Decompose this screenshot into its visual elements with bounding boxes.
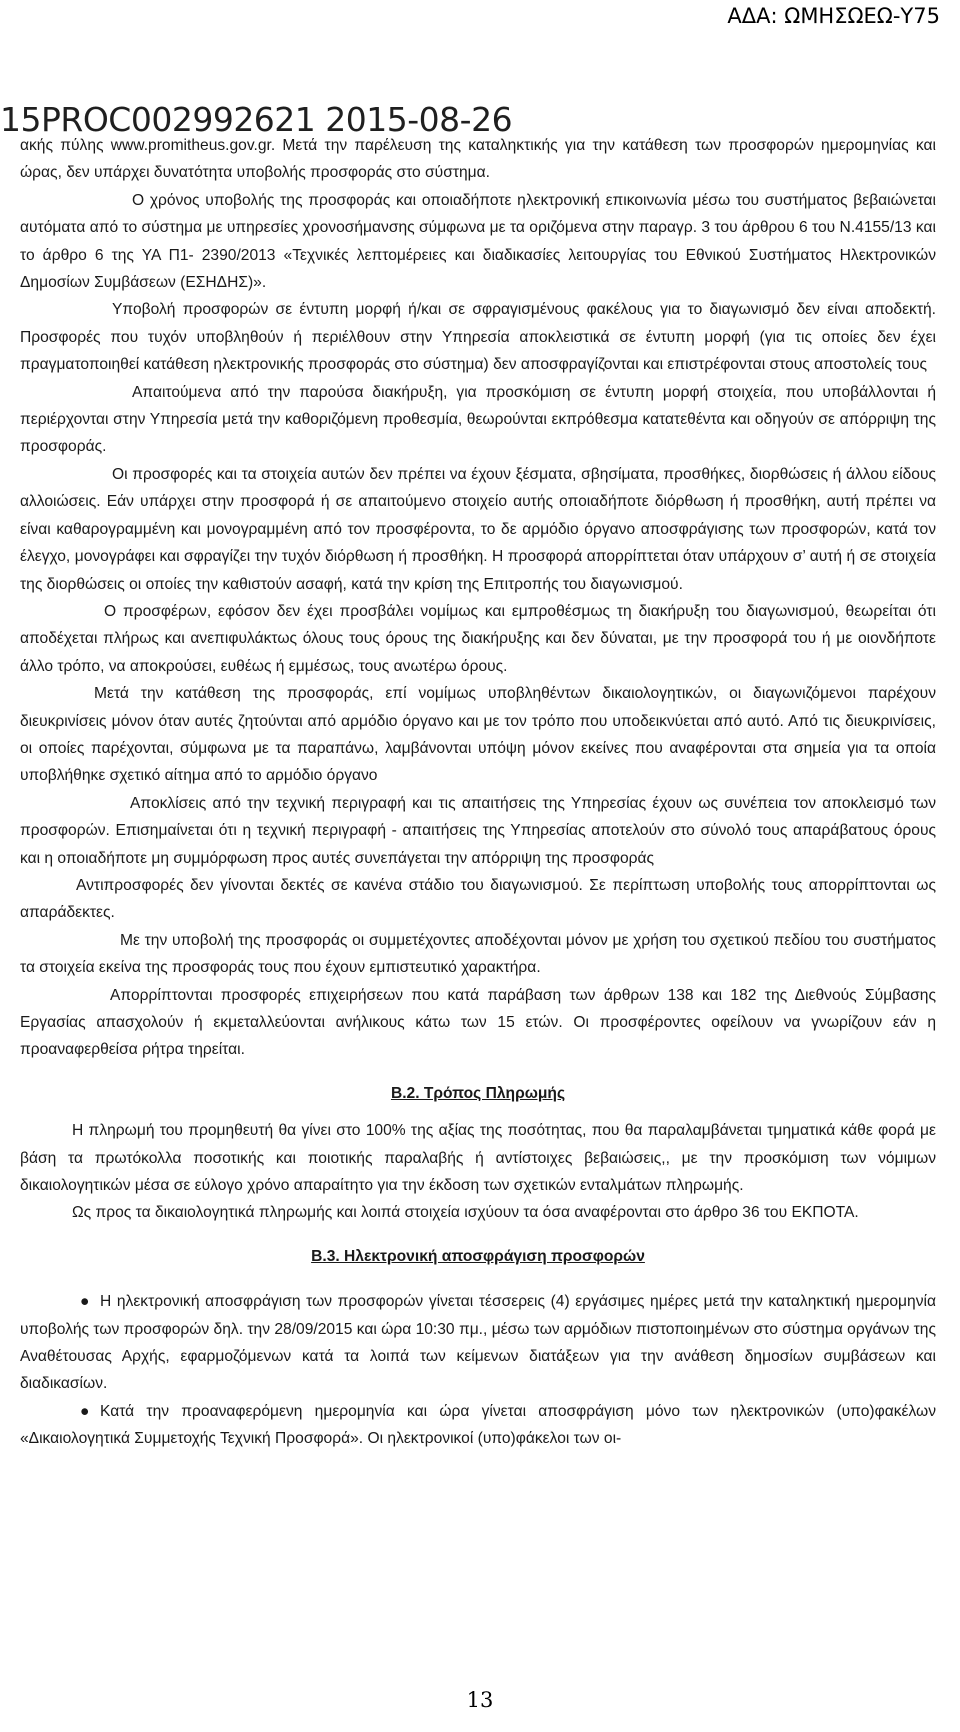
paragraph: Ο προσφέρων, εφόσον δεν έχει προσβάλει νομίμως και εμπροθέσμως τη διακήρυξη του διαγωνισμού, θεωρείται ότι αποδέχεται πλήρως και ανεπιφυλάκτως όλους τους όρους της διακήρυξης και δεν δύναται, με την προσφορά του ή με οιονδήποτε άλλο τρόπο, να αποκρούσει, ευθέως ή εμμέσως, τους ανωτέρω όρους. xyxy=(20,602,936,675)
bullet-icon: ● xyxy=(80,1402,90,1420)
ada-code: ΑΔΑ: ΩΜΗΣΩΕΩ-Υ75 xyxy=(727,4,940,28)
section-heading-b3: Β.3. Ηλεκτρονική αποσφράγιση προσφορών xyxy=(311,1247,645,1265)
paragraph: Η πληρωμή του προμηθευτή θα γίνει στο 100% της αξίας της ποσότητας, που θα παραλαμβάνεται τμηματικά κάθε φορά με βάση τα πρωτόκολλα ποσοτικής και ποιοτικής παραλαβής ή αντίστοιχες βεβαιώσεις,, με την προσκόμιση των νόμιμων δικαιολογητικών μέσα σε εύλογο χρόνο απαραίτητο για την έκδοση των σχετικών ενταλμάτων πληρωμής. xyxy=(20,1122,936,1195)
paragraph: ακής πύλης www.promitheus.gov.gr. Μετά την παρέλευση της καταληκτικής για την κατάθεση των προσφορών ημερομηνίας και ώρας, δεν υπάρχει δυνατότητα υποβολής προσφοράς στο σύστημα. xyxy=(20,137,936,182)
paragraph: Οι προσφορές και τα στοιχεία αυτών δεν πρέπει να έχουν ξέσματα, σβησίματα, προσθήκες, διορθώσεις ή άλλου είδους αλλοιώσεις. Εάν υπάρχει στην προσφορά ή σε απαιτούμενο στοιχείο αυτής οποιαδήποτε διόρθωση ή προσθήκη, αυτή πρέπει να είναι καθαρογραμμένη και μονογραμμένη από τον προσφέροντα, το δε αρμόδιο όργανο αποσφράγισης των προσφορών, κατά τον έλεγχο, μονογράφει και σφραγίζει την τυχόν διόρθωση ή προσθήκη. Η προσφορά απορρίπτεται όταν υπάρχουν σ’ αυτή ή σε στοιχεία της διορθώσεις οι οποίες την καθιστούν ασαφή, κατά την κρίση της Επιτροπής του διαγωνισμού. xyxy=(20,465,936,593)
section-heading-b2: Β.2. Τρόπος Πληρωμής xyxy=(390,1084,566,1102)
paragraph: Αποκλίσεις από την τεχνική περιγραφή και τις απαιτήσεις της Υπηρεσίας έχουν ως συνέπεια τον αποκλεισμό των προσφορών. Επισημαίνεται ότι η τεχνική περιγραφή - απαιτήσεις της Υπηρεσίας αποτελούν στο σύνολό τους απαράβατους όρους και η οποιαδήποτε μη συμμόρφωση προς αυτές συνεπάγεται την απόρριψη της προσφοράς xyxy=(20,794,936,867)
bullet-icon: ● xyxy=(80,1293,90,1311)
paragraph: Ως προς τα δικαιολογητικά πληρωμής και λοιπά στοιχεία ισχύουν τα όσα αναφέρονται στο άρθρο 36 του ΕΚΠΟΤΑ. xyxy=(72,1204,859,1222)
paragraph: Ο χρόνος υποβολής της προσφοράς και οποιαδήποτε ηλεκτρονική επικοινωνία μέσω του συστήματος βεβαιώνεται αυτόματα από το σύστημα με υπηρεσίες χρονοσήμανσης σύμφωνα με τα οριζόμενα στην παραγρ. 3 του άρθρου 6 του Ν.4155/13 και το άρθρο 6 της ΥΑ Π1- 2390/2013 «Τεχνικές λεπτομέρειες και διαδικασίες λειτουργίας του Εθνικού Συστήματος Ηλεκτρονικών Δημοσίων Συμβάσεων (ΕΣΗΔΗΣ)». xyxy=(20,191,936,292)
bullet-item xyxy=(20,1398,936,1453)
bullet-text: Η ηλεκτρονική αποσφράγιση των προσφορών γίνεται τέσσερεις (4) εργάσιμες ημέρες μετά την καταληκτική ημερομηνία υποβολής των προσφορών δηλ. την 28/09/2015 και ώρα 10:30 πμ., μέσω των αρμόδιων πιστοποιημένων στο σύστημα οργάνων της Αναθέτουσας Αρχής, εφαρμοζόμενων κατά τα λοιπά των κείμενων διατάξεων για την ανάθεση δημοσίων συμβάσεων και διαδικασίων. xyxy=(20,1293,936,1393)
document-body xyxy=(20,132,936,1453)
paragraph: Με την υποβολή της προσφοράς οι συμμετέχοντες αποδέχονται μόνον με χρήση του σχετικού πεδίου του συστήματος τα στοιχεία εκείνα της προσφοράς τους που έχουν εμπιστευτικό χαρακτήρα. xyxy=(20,931,936,977)
paragraph: Απαιτούμενα από την παρούσα διακήρυξη, για προσκόμιση σε έντυπη μορφή στοιχεία, που υποβάλλονται ή περιέρχονται στην Υπηρεσία μετά την καθοριζόμενη προθεσμία, θεωρούνται εκπρόθεσμα κατατεθέντα και οδηγούν σε απόρριψη της προσφοράς. xyxy=(20,383,936,456)
page-number: 13 xyxy=(466,1688,494,1712)
paragraph: Υποβολή προσφορών σε έντυπη μορφή ή/και σε σφραγισμένους φακέλους για το διαγωνισμό δεν είναι αποδεκτή. Προσφορές που τυχόν υποβληθούν ή περιέλθουν στην Υπηρεσία αποκλειστικά σε έντυπη μορφή (για τις οποίες δεν έχει πραγματοποιηθεί κατάθεση ηλεκτρονικής προσφοράς στο σύστημα) δεν αποσφραγίζονται και επιστρέφονται στους αποστολείς τους xyxy=(20,301,936,374)
paragraph: Μετά την κατάθεση της προσφοράς, επί νομίμως υποβληθέντων δικαιολογητικών, οι διαγωνιζόμενοι παρέχουν διευκρινίσεις μόνον όταν αυτές ζητούνται από αρμόδιο όργανο και με τον τρόπο που υποδεικνύεται από αυτό. Από τις διευκρινίσεις, οι οποίες παρέχονται, σύμφωνα με τα παραπάνω, λαμβάνονται υπόψη μόνον εκείνες που αναφέρονται στα σημεία για τα οποία υποβλήθηκε σχετικό αίτημα από το αρμόδιο όργανο xyxy=(20,685,936,785)
paragraph: Απορρίπτονται προσφορές επιχειρήσεων που κατά παράβαση των άρθρων 138 και 182 της Διεθνούς Σύμβασης Εργασίας απασχολούν ή εκμεταλλεύονται ανήλικους κάτω των 15 ετών. Οι προσφέροντες οφείλουν να γνωρίζουν εάν η προαναφερθείσα ρήτρα τηρείται. xyxy=(20,986,936,1059)
document-stamp: 15PROC002992621 2015-08-26 xyxy=(0,100,513,139)
bullet-text: Κατά την προαναφερόμενη ημερομηνία και ώρα γίνεται αποσφράγιση μόνο των ηλεκτρονικών (υπο)φακέλων «Δικαιολογητικά Συμμετοχής Τεχνική Προσφορά». Οι ηλεκτρονικοί (υπο)φάκελοι των οι- xyxy=(20,1402,936,1448)
paragraph: Αντιπροσφορές δεν γίνονται δεκτές σε κανένα στάδιο του διαγωνισμού. Σε περίπτωση υποβολής τους απορρίπτονται ως απαράδεκτες. xyxy=(20,876,936,922)
bullet-item xyxy=(20,1288,936,1398)
